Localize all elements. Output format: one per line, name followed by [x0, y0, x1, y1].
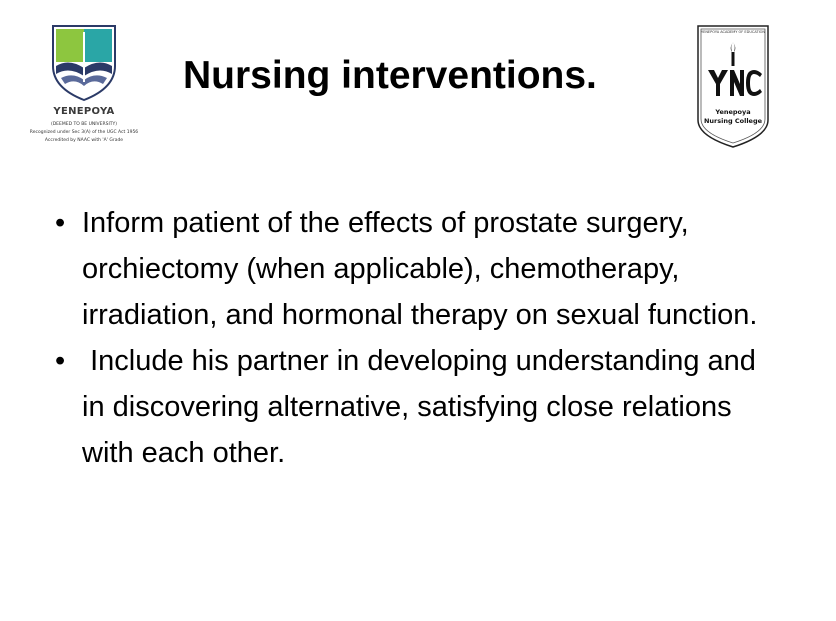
bullet-marker: • [55, 207, 66, 239]
logo-college-line1: Yenepoya [715, 108, 751, 116]
bullet-list [50, 200, 780, 476]
logo-deemed-line: (DEEMED TO BE UNIVERSITY) [50, 122, 118, 127]
bullet-item [50, 338, 780, 476]
logo-university-name: YENEPOYA [53, 106, 115, 117]
badge-frame-icon [696, 24, 770, 149]
yenepoya-nursing-college-logo [696, 24, 770, 149]
logo-recognition-line: Recognized under Sec 3(A) of the UGC Act 1956 [29, 130, 139, 135]
bullet-item [50, 200, 780, 338]
yenepoya-university-logo [25, 22, 143, 154]
bullet-text: Inform patient of the effects of prostate surgery, orchiectomy (when applicable), chemotherapy, irradiation, and hormonal therapy on sexual function. [82, 207, 758, 331]
logo-accreditation-line: Accredited by NAAC with 'A' Grade [44, 138, 124, 143]
logo-academy-text: YENEPOYA ACADEMY OF EDUCATION [700, 30, 766, 34]
shield-book-icon [47, 22, 121, 102]
bullet-marker: • [55, 345, 66, 377]
slide-title: Nursing interventions. [183, 54, 597, 97]
logo-college-line2: Nursing College [703, 117, 763, 125]
bullet-text: Include his partner in developing understanding and in discovering alternative, satisfying close relations with each other. [82, 345, 764, 469]
